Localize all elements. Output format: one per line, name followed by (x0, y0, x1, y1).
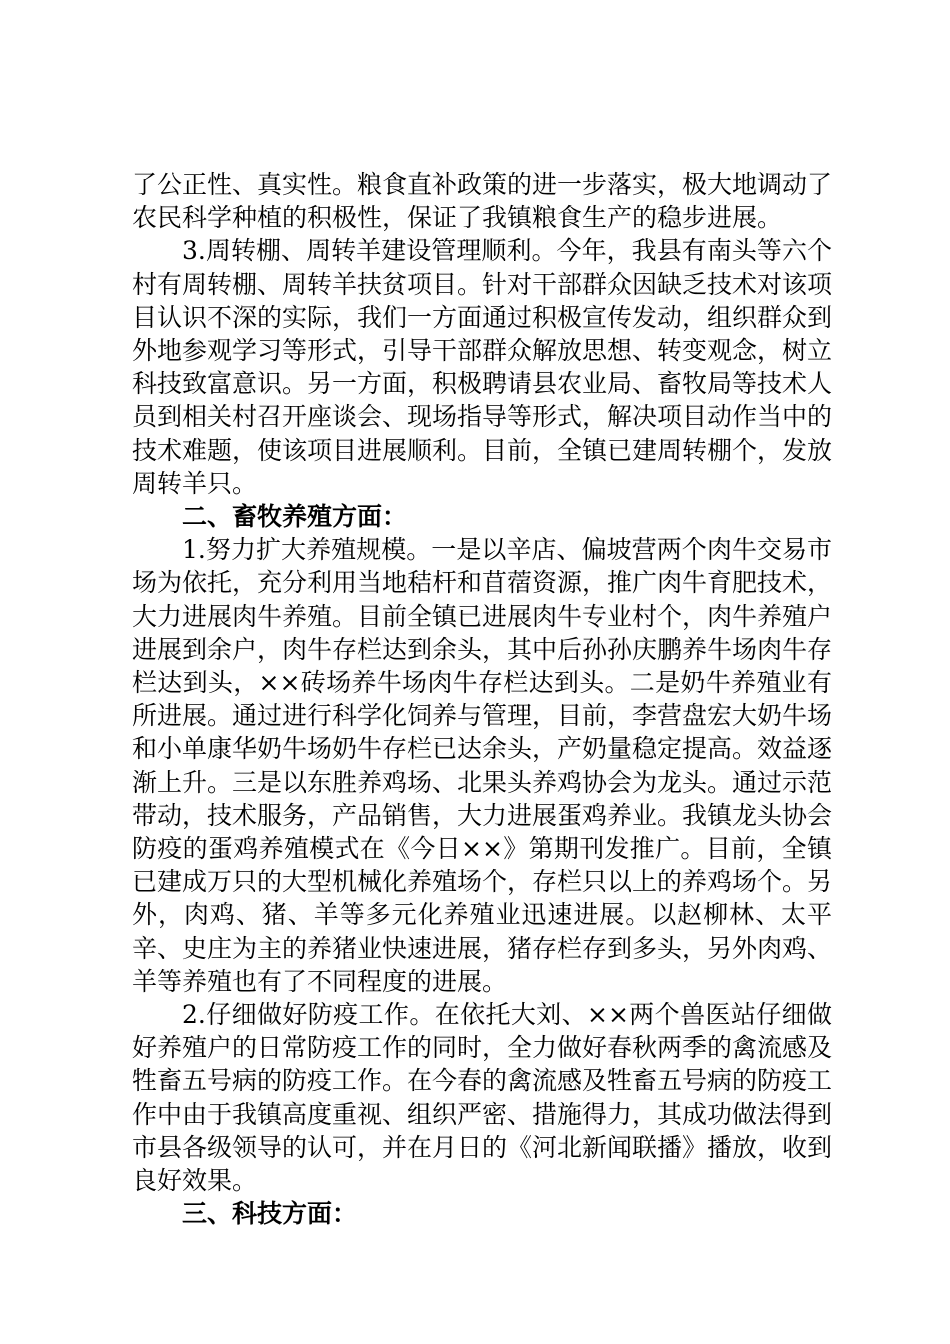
paragraph-turnover-shed: 3.周转棚、周转羊建设管理顺利。今年，我县有南头等六个村有周转棚、周转羊扶贫项目。针对干部群众因缺乏技术对该项目认识不深的实际，我们一方面通过积极宣传发动，组织群众到外地参观学习等形式，引导干部群众解放思想、转变观念，树立科技致富意识。另一方面，积极聘请县农业局、畜牧局等技术人员到相关村召开座谈会、现场指导等形式，解决项目动作当中的技术难题，使该项目进展顺利。目前，全镇已建周转棚个，发放周转羊只。 (132, 236, 833, 498)
section-heading-technology: 三、科技方面： (182, 1199, 358, 1229)
paragraph-grain-subsidy: 了公正性、真实性。粮食直补政策的进一步落实，极大地调动了农民科学种植的积极性，保证了我镇粮食生产的稳步进展。 (132, 170, 833, 233)
document-body (132, 168, 832, 1231)
section-heading-livestock: 二、畜牧养殖方面： (182, 502, 408, 532)
paragraph-epidemic-prevention: 2.仔细做好防疫工作。在依托大刘、××两个兽医站仔细做好养殖户的日常防疫工作的同时，全力做好春秋两季的禽流感及牲畜五号病的防疫工作。在今春的禽流感及牲畜五号病的防疫工作中由于我镇高度重视、组织严密、措施得力，其成功做法得到市县各级领导的认可，并在月日的《河北新闻联播》播放，收到良好效果。 (132, 1000, 833, 1196)
paragraph-expand-breeding: 1.努力扩大养殖规模。一是以辛店、偏坡营两个肉牛交易市场为依托，充分利用当地秸杆和苜蓿资源，推广肉牛育肥技术，大力进展肉牛养殖。目前全镇已进展肉牛专业村个，肉牛养殖户进展到余户，肉牛存栏达到余头，其中后孙孙庆鹏养牛场肉牛存栏达到头，××砖场养牛场肉牛存栏达到头。二是奶牛养殖业有所进展。通过进行科学化饲养与管理，目前，李营盘宏大奶牛场和小单康华奶牛场奶牛存栏已达余头，产奶量稳定提高。效益逐渐上升。三是以东胜养鸡场、北果头养鸡协会为龙头。通过示范带动，技术服务，产品销售，大力进展蛋鸡养业。我镇龙头协会防疫的蛋鸡养殖模式在《今日××》第期刊发推广。目前，全镇已建成万只的大型机械化养殖场个，存栏只以上的养鸡场个。另外，肉鸡、猪、羊等多元化养殖业迅速进展。以赵柳林、太平辛、史庄为主的养猪业快速进展，猪存栏存到多头，另外肉鸡、羊等养殖也有了不同程度的进展。 (132, 535, 833, 996)
